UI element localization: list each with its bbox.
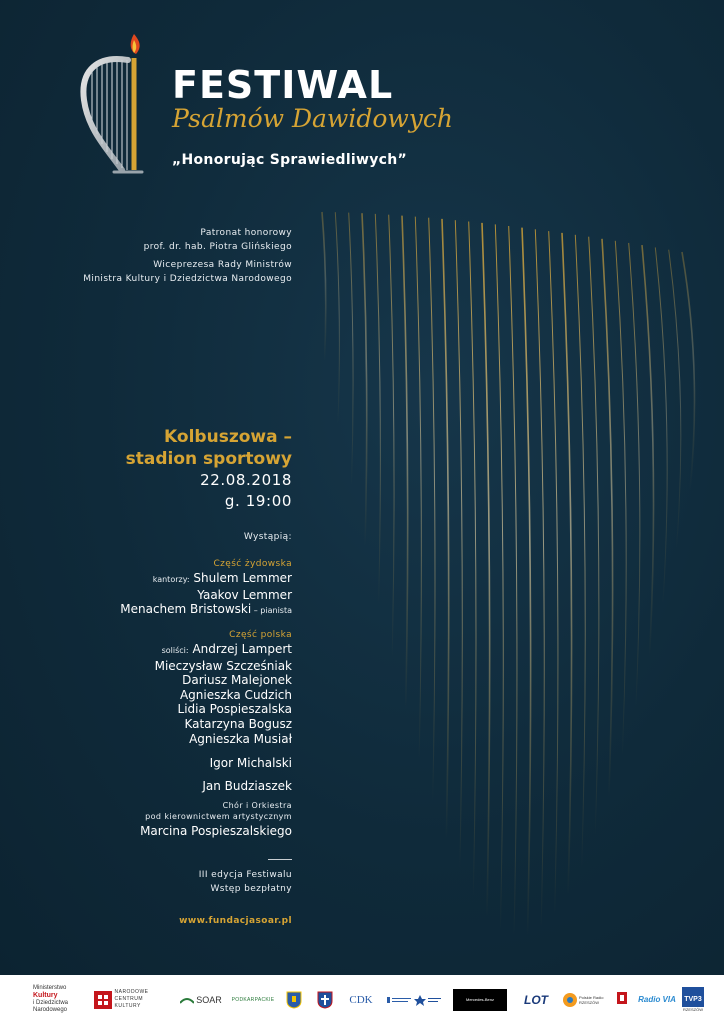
festival-title: FESTIWAL	[172, 63, 394, 107]
performer-row	[120, 571, 292, 588]
performer-name: Menachem Bristowski	[120, 602, 252, 617]
harp-string	[375, 214, 380, 604]
patronage-block	[83, 226, 292, 286]
harp-string	[575, 235, 585, 868]
harp-string	[455, 220, 462, 870]
harp-string	[402, 216, 408, 711]
performers-label: Wystąpią:	[243, 532, 292, 542]
harp-string	[562, 233, 572, 895]
performer-name: Agnieszka Cudzich	[179, 687, 292, 702]
logo-text: RZESZÓW	[683, 1007, 703, 1012]
performer-name: Shulem Lemmer	[193, 571, 292, 585]
soar-logo	[178, 975, 224, 1024]
performer-name: Yaakov Lemmer	[197, 587, 292, 602]
polish-part-heading: Część polska	[229, 630, 292, 640]
harp-string	[469, 222, 476, 897]
harp-string	[629, 243, 640, 709]
logo-text: Kultury	[33, 992, 58, 999]
mercedes-logo	[453, 975, 507, 1024]
tvp3-logo	[680, 975, 706, 1024]
harp-string	[415, 217, 421, 758]
conductor-name: Marcina Pospieszalskiego	[140, 824, 292, 838]
soar-bird-icon	[180, 995, 194, 1005]
role-label: soliści:	[161, 646, 189, 655]
choir-line: pod kierownictwem artystycznym	[145, 812, 292, 821]
logo-text: i Dziedzictwa	[33, 1000, 69, 1006]
event-time: g. 19:00	[224, 492, 292, 510]
harp-string	[682, 252, 695, 490]
performer-name: Jan Budziaszek	[202, 779, 292, 793]
jewish-part-heading: Część żydowska	[213, 559, 292, 569]
performer-name: Dariusz Malejonek	[182, 673, 292, 688]
logo-text: PODKARPACKIE	[231, 996, 275, 1003]
red-flag-logo-icon	[614, 975, 630, 1024]
edition-text: III edycja Festiwalu	[198, 870, 292, 880]
choir-block	[140, 800, 292, 839]
logo-text: Ministerstwo	[33, 985, 67, 991]
museum-logo-icon	[386, 975, 412, 1024]
performer-name: Agnieszka Musiał	[189, 731, 292, 746]
polish-part-block	[155, 628, 292, 746]
edition-block	[199, 868, 292, 896]
logo-text: NARODOWE	[114, 989, 149, 995]
coat-of-arms-1-icon	[284, 975, 304, 1024]
star-logo-icon	[412, 975, 444, 1024]
lot-logo	[518, 975, 554, 1024]
coat-of-arms-2-icon	[315, 975, 335, 1024]
performer-name: Igor Michalski	[209, 756, 292, 770]
harp-string	[535, 229, 544, 928]
logo-text: TVP3	[684, 996, 702, 1003]
ministry-logo	[33, 975, 77, 1024]
performer-name: Lidia Pospieszalska	[177, 702, 292, 717]
patronage-line: Wiceprezesa Rady Ministrów	[153, 260, 292, 270]
logo-text: Narodowego	[33, 1007, 68, 1013]
logo-text: KULTURY	[114, 1003, 141, 1009]
harp-string	[362, 213, 367, 545]
venue-line: Kolbuszowa –	[164, 427, 292, 447]
harp-string	[335, 212, 339, 424]
harp-string	[589, 237, 599, 836]
harp-string	[442, 219, 449, 839]
harp-string	[349, 213, 353, 486]
harp-string	[509, 226, 517, 936]
podkarpackie-logo	[232, 975, 274, 1024]
performer-name: Katarzyna Bogusz	[184, 716, 292, 731]
harp-string	[429, 218, 435, 801]
performer-name: Mieczysław Szcześniak	[154, 658, 292, 673]
harp-string	[615, 241, 626, 756]
festival-subtitle: Psalmów Dawidowych	[172, 104, 454, 133]
harp-string	[642, 245, 654, 658]
harp-string	[549, 231, 558, 915]
radio-via-logo	[638, 975, 676, 1024]
ncc-mark-icon	[94, 991, 112, 1009]
radio-rzeszow-logo	[562, 975, 608, 1024]
logo-text: Radio VIA	[638, 995, 676, 1004]
choir-line: Chór i Orkiestra	[222, 801, 292, 810]
performer-row	[155, 642, 292, 659]
cdk-logo	[347, 975, 375, 1024]
role-label: – pianista	[251, 606, 292, 616]
event-date: 22.08.2018	[200, 471, 292, 489]
performer-name: Andrzej Lampert	[192, 642, 292, 656]
harp-string	[655, 247, 667, 604]
divider	[268, 859, 292, 860]
harp-string	[322, 212, 326, 362]
harp-string	[522, 228, 531, 936]
jewish-part-block	[120, 557, 292, 619]
harp-string	[389, 215, 394, 659]
venue-line: stadion sportowy	[125, 449, 292, 469]
role-label: kantorzy:	[152, 575, 190, 584]
harp-candle-logo	[78, 30, 148, 180]
sponsor-footer	[0, 975, 724, 1024]
logo-text: CENTRUM	[114, 996, 143, 1002]
ncc-logo	[91, 975, 151, 1024]
harp-string	[482, 223, 490, 916]
logo-text: LOT	[524, 992, 548, 1007]
harp-string	[602, 239, 613, 799]
entry-text: Wstęp bezpłatny	[210, 884, 292, 894]
logo-text: SOAR	[196, 994, 222, 1005]
radio-rzeszow-icon	[563, 993, 577, 1007]
patronage-line: prof. dr. hab. Piotra Glińskiego	[143, 242, 292, 252]
website-link[interactable]: www.fundacjasoar.pl	[179, 916, 292, 926]
logo-text: Mercedes-Benz	[465, 997, 494, 1002]
logo-text: CDK	[349, 993, 373, 1006]
performer-row	[120, 602, 292, 619]
event-block	[126, 426, 292, 512]
patronage-line: Patronat honorowy	[200, 228, 292, 238]
harp-string	[669, 250, 681, 548]
festival-motto: „Honorując Sprawiedliwych”	[172, 152, 408, 168]
harp-string	[495, 224, 503, 929]
patronage-line: Ministra Kultury i Dziedzictwa Narodowego	[83, 274, 292, 284]
logo-text: Polskie Radio RZESZÓW	[579, 994, 604, 1005]
